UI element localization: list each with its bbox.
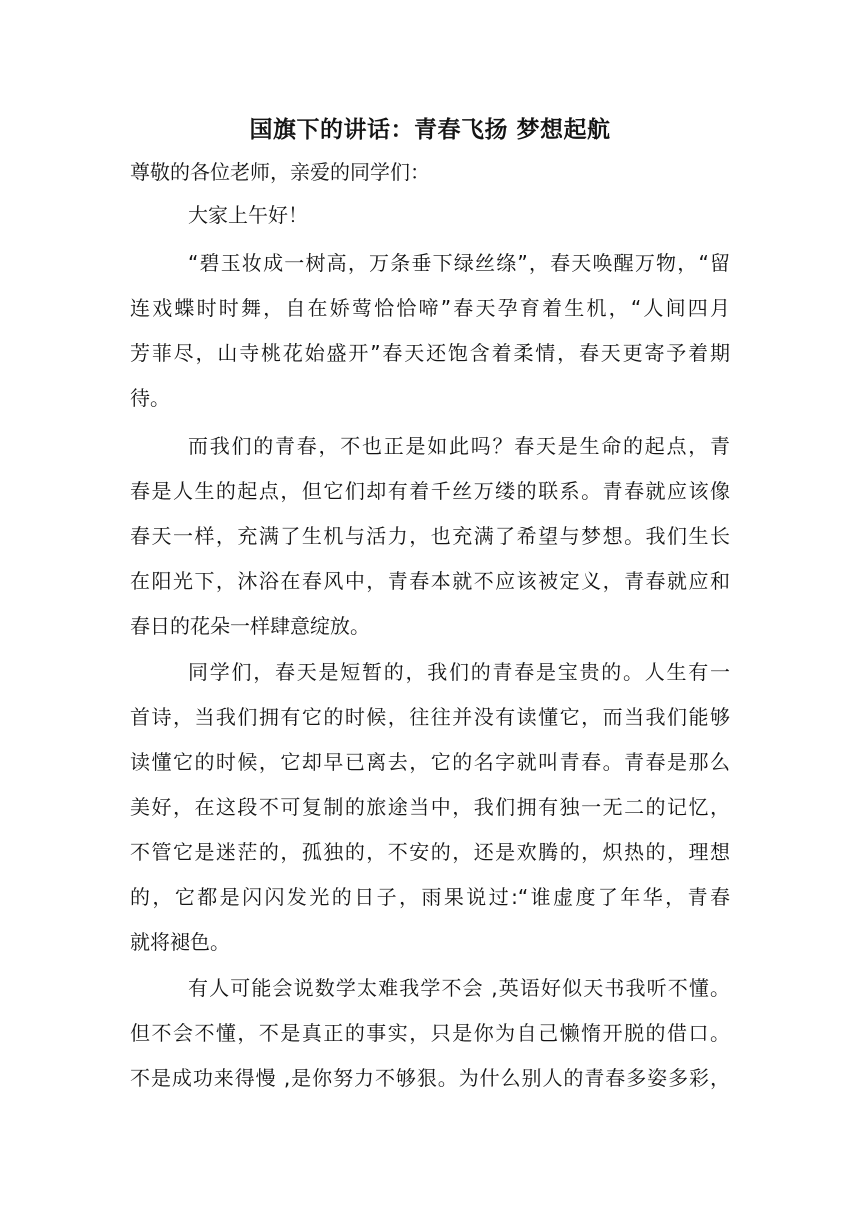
paragraph-3-line-4: 美好，在这段不可复制的旅途当中，我们拥有独一无二的记忆， (130, 795, 730, 819)
paragraph-2-line-4: 在阳光下，沐浴在春风中，青春本就不应该被定义，青春就应和 (130, 569, 730, 593)
paragraph-3-line-7: 就将褪色。 (130, 930, 230, 954)
paragraph-4-line-2: 但不会不懂，不是真正的事实，只是你为自己懒惰开脱的借口。 (130, 1021, 730, 1045)
paragraph-4-line-3: 不是成功来得慢 ,是你努力不够狠。为什么别人的青春多姿多彩， (130, 1066, 730, 1090)
paragraph-4-line-1: 有人可能会说数学太难我学不会 ,英语好似天书我听不懂。 (188, 976, 730, 1000)
paragraph-2-line-2: 春是人生的起点，但它们却有着千丝万缕的联系。青春就应该像 (130, 479, 730, 503)
paragraph-3-line-3: 读懂它的时候，它却早已离去，它的名字就叫青春。青春是那么 (130, 750, 730, 774)
paragraph-3-line-5: 不管它是迷茫的，孤独的，不安的，还是欢腾的，炽热的，理想 (130, 840, 730, 864)
paragraph-3-line-2: 首诗，当我们拥有它的时候，往往并没有读懂它，而当我们能够 (130, 705, 730, 729)
greeting: 大家上午好！ (188, 203, 308, 227)
paragraph-1-line-1: “碧玉妆成一树高，万条垂下绿丝绦”，春天唤醒万物，“留 (188, 251, 730, 275)
paragraph-3-line-1: 同学们，春天是短暂的，我们的青春是宝贵的。人生有一 (188, 660, 730, 684)
paragraph-3-line-6: 的，它都是闪闪发光的日子，雨果说过:“谁虚度了年华，青春 (130, 885, 730, 909)
paragraph-1-line-2: 连戏蝶时时舞，自在娇莺恰恰啼”春天孕育着生机，“人间四月 (130, 296, 730, 320)
paragraph-2-line-5: 春日的花朵一样肆意绽放。 (130, 614, 370, 638)
salutation: 尊敬的各位老师，亲爱的同学们： (130, 160, 430, 184)
paragraph-1-line-4: 待。 (130, 386, 170, 410)
page-title: 国旗下的讲话：青春飞扬 梦想起航 (249, 117, 611, 143)
paragraph-2-line-3: 春天一样，充满了生机与活力，也充满了希望与梦想。我们生长 (130, 524, 730, 548)
paragraph-1-line-3: 芳菲尽，山寺桃花始盛开”春天还饱含着柔情，春天更寄予着期 (130, 341, 730, 365)
paragraph-2-line-1: 而我们的青春，不也正是如此吗？春天是生命的起点，青 (188, 434, 730, 458)
